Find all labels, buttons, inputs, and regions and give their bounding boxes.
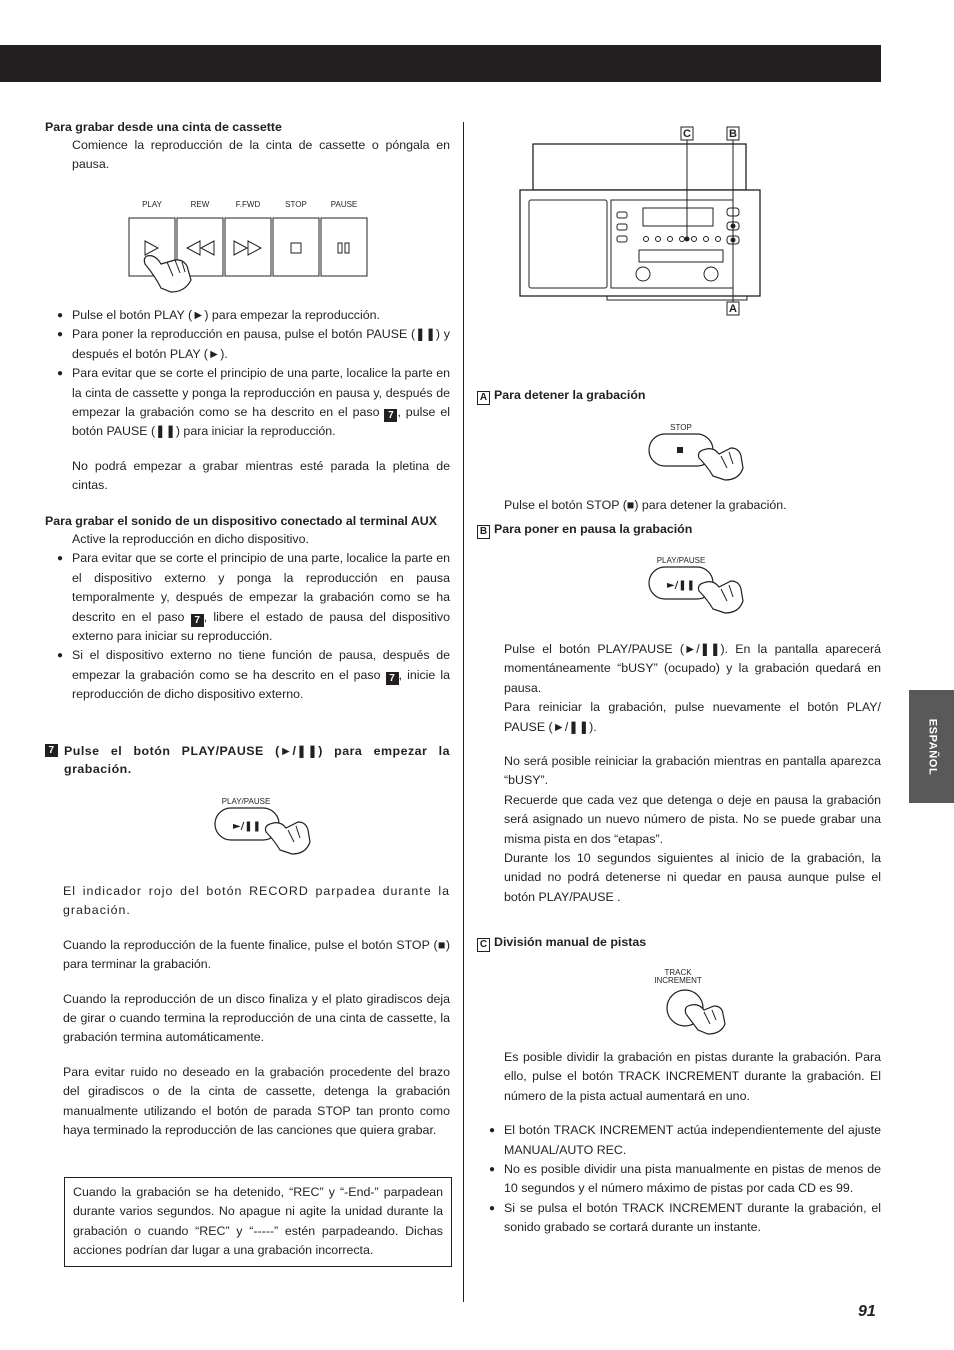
section-c-heading <box>477 933 881 952</box>
step-7-number: 7 <box>45 744 58 757</box>
language-tab-label: ESPAÑOL <box>926 718 939 775</box>
pause-button-symbol: ►/❚❚ <box>666 580 696 591</box>
section-c-heading-block <box>477 933 881 952</box>
section-c-p1: Es posible dividir la grabación en pistas durante la grabación. Para ello, pulse el botón TRACK INCREMENT durante la grabación. El número de la pista actual aumentará en uno. <box>504 1050 881 1103</box>
bullet-avoid-cut <box>45 364 450 442</box>
track-label-1: TRACK <box>664 968 692 977</box>
section-a-title: Para detener la grabación <box>494 388 646 402</box>
cassette-heading: Para grabar desde una cinta de cassette <box>45 120 282 134</box>
aux-block <box>45 512 450 705</box>
cassette-buttons-illustration <box>125 196 370 296</box>
step7-heading-text: Pulse el botón PLAY/PAUSE (►/❚❚) para empezar la grabación. <box>64 744 450 776</box>
label-pause: PAUSE <box>330 200 358 209</box>
section-c-title: División manual de pistas <box>494 935 647 949</box>
aux-heading: Para grabar el sonido de un dispositivo conectado al terminal AUX <box>45 514 437 528</box>
play-pause-button-illustration <box>210 794 315 856</box>
step7-p3: Cuando la reproducción de un disco finaliza y el plato giradiscos deja de girar o cuando termina la reproducción de una cinta de cassette, la grabación termina automáticamente. <box>63 991 450 1045</box>
step7-paragraphs <box>63 882 450 1140</box>
aux-bullet-2 <box>45 646 450 704</box>
label-ffwd: F.FWD <box>235 200 261 209</box>
bullet-avoid-cut-b: , pulse el botón PAUSE (❚❚) para iniciar la reproducción. <box>72 405 451 439</box>
column-divider <box>463 122 464 1302</box>
section-b-heading-block <box>477 520 881 539</box>
page-number: 91 <box>858 1303 876 1320</box>
section-c-bullet-1: ● El botón TRACK INCREMENT actúa independientemente del ajuste MANUAL/AUTO REC. <box>477 1121 881 1160</box>
step7-p2: Cuando la reproducción de la fuente finalice, pulse el botón STOP (■) para terminar la grabación. <box>63 937 450 972</box>
bullet-play: ● Pulse el botón PLAY (►) para empezar la reproducción. <box>45 306 450 325</box>
label-play: PLAY <box>142 200 162 209</box>
device-illustration <box>515 122 765 317</box>
section-c-bullet-2: ● No es posible dividir una pista manualmente en pistas de menos de 10 segundos y el número máximo de pistas por cada CD es 99. <box>477 1160 881 1199</box>
aux-bullet-1-b: , libere el estado de pausa del dispositivo externo para iniciar su reproducción. <box>72 609 450 644</box>
aux-bullet-1-a: Para evitar que se corte el principio de una parte, localice la parte en el dispositivo externo y ponga la reproducción en pausa temporalmente y, después de empezar la grabación como se ha descrito en el paso <box>72 551 450 624</box>
section-a-letter: A <box>477 391 490 405</box>
section-c-bullet-3: ● Si se pulsa el botón TRACK INCREMENT durante la grabación, el sonido grabado se cortará durante un instante. <box>477 1199 881 1238</box>
callout-a: A <box>729 303 737 315</box>
section-b-letter: B <box>477 525 490 539</box>
step7-heading-block <box>45 742 450 778</box>
section-a-heading <box>477 386 881 405</box>
callout-c: C <box>683 128 691 140</box>
aux-bullet-2-b: , inicie la reproducción de dicho dispositivo externo. <box>72 667 450 702</box>
bullet-avoid-cut-a: Para evitar que se corte el principio de una parte, localice la parte en la cinta de cassette y ponga la reproducción en pausa y, después de empezar la grabación como se ha descrito en el paso <box>72 366 450 420</box>
section-a-heading-block <box>477 386 881 405</box>
stop-button-illustration <box>645 420 750 482</box>
play-pause-label: PLAY/PAUSE <box>221 797 271 806</box>
language-tab <box>909 690 954 803</box>
aux-bullet-1 <box>45 549 450 646</box>
pause-button-label: PLAY/PAUSE <box>656 556 706 565</box>
section-b-title: Para poner en pausa la grabación <box>494 522 693 536</box>
section-b-p1: Pulse el botón PLAY/PAUSE (►/❚❚). En la pantalla aparecerá momentáneamente “bUSY” (ocupado) y la grabación quedará en pausa. <box>504 642 881 695</box>
step7-p4: Para evitar ruido no deseado en la grabación procedente del brazo del giradiscos o de la cinta de cassette, detenga la grabación manualmente utilizando el botón de parada STOP tan pronto como haya terminado la reproducción de las canciones que quiera grabar. <box>63 1064 450 1138</box>
step-7-marker: 7 <box>386 672 399 685</box>
track-increment-button-illustration <box>648 966 728 1036</box>
track-label-2: INCREMENT <box>654 976 702 985</box>
header-bar <box>0 45 881 82</box>
bullet-pause: ● Para poner la reproducción en pausa, pulse el botón PAUSE (❚❚) y después el botón PLAY (►). <box>45 325 450 364</box>
aux-intro: Active la reproducción en dicho dispositivo. <box>72 532 309 546</box>
step-7-marker: 7 <box>191 614 204 627</box>
section-c-body <box>477 1048 881 1238</box>
aux-bullet-2-a: Si el dispositivo externo no tiene función de pausa, después de empezar la grabación como se ha descrito en el paso <box>72 648 450 682</box>
cassette-heading-block <box>45 118 450 175</box>
section-b-heading <box>477 520 881 539</box>
label-rew: REW <box>190 200 210 209</box>
callout-b: B <box>729 128 737 140</box>
warning-box: Cuando la grabación se ha detenido, “REC” y “-End-” parpadean durante varios segundos. No apague ni agite la unidad durante la grabación o cuando “REC” y “-----” estén parpadeando. Dichas acciones podrían dar lugar a una grabación incorrecta. <box>64 1177 452 1267</box>
step7-p1: El indicador rojo del botón RECORD parpadea durante la grabación. <box>63 884 450 918</box>
section-b-p5: Durante los 10 segundos siguientes al inicio de la grabación, la unidad no podrá detenerse ni quedar en pausa aunque pulse el botón PLAY/PAUSE . <box>504 851 881 904</box>
pause-button-illustration <box>645 553 750 617</box>
cassette-note: No podrá empezar a grabar mientras esté parada la pletina de cintas. <box>72 458 450 493</box>
section-b-p4: Recuerde que cada vez que detenga o deje en pausa la grabación será asignado un nuevo número de pista. No se puede grabar una misma pista en dos “etapas”. <box>504 792 881 846</box>
play-pause-symbol: ►/❚❚ <box>232 821 262 832</box>
section-b-p3: No será posible reiniciar la grabación mientras en pantalla aparezca “bUSY”. <box>504 754 881 788</box>
section-a-text: Pulse el botón STOP (■) para detener la grabación. <box>504 498 787 512</box>
step7-heading <box>45 742 450 778</box>
section-b-p2: Para reiniciar la grabación, pulse nuevamente el botón PLAY/ PAUSE (►/❚❚). <box>504 700 881 734</box>
section-c-letter: C <box>477 938 490 952</box>
section-b-paragraphs <box>504 640 881 907</box>
stop-label: STOP <box>670 423 692 432</box>
cassette-bullets <box>45 306 450 496</box>
section-a-text-block <box>504 496 881 515</box>
cassette-intro: Comience la reproducción de la cinta de cassette o póngala en pausa. <box>72 138 450 172</box>
label-stop: STOP <box>285 200 307 209</box>
step-7-marker: 7 <box>384 409 397 422</box>
